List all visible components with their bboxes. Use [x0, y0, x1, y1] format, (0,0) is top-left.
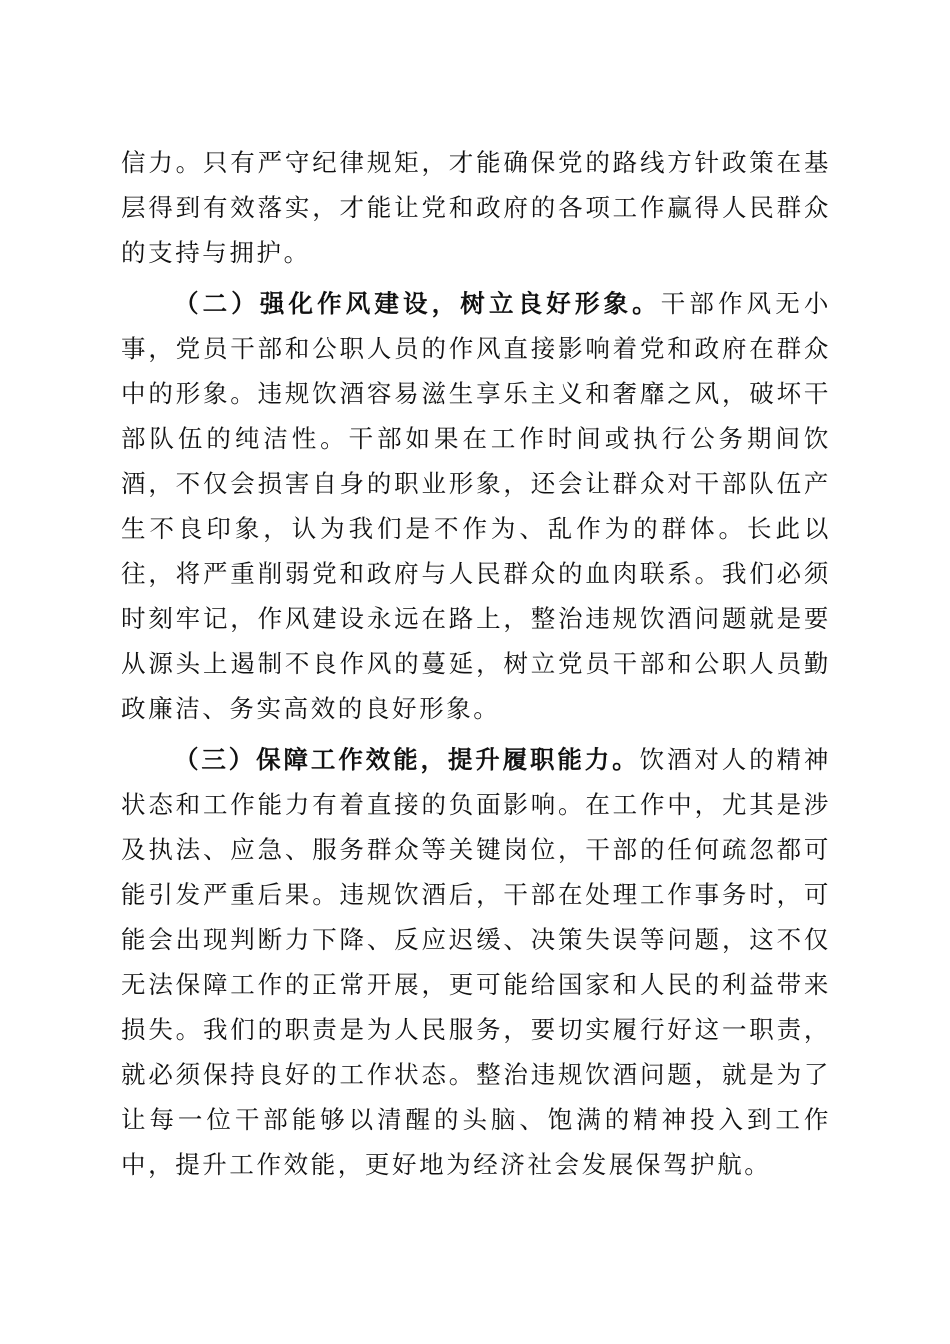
- section-3-paragraph: [121, 737, 831, 1187]
- section-2-body: 干部作风无小事，党员干部和公职人员的作风直接影响着党和政府在群众中的形象。违规饮酒容易滋生享乐主义和奢靡之风，破坏干部队伍的纯洁性。干部如果在工作时间或执行公务期间饮酒，不仅会损害自身的职业形象，还会让群众对干部队伍产生不良印象，认为我们是不作为、乱作为的群体。长此以往，将严重削弱党和政府与人民群众的血肉联系。我们必须时刻牢记，作风建设永远在路上，整治违规饮酒问题就是要从源头上遏制不良作风的蔓延，树立党员干部和公职人员勤政廉洁、务实高效的良好形象。: [121, 289, 831, 723]
- section-2-paragraph: [121, 281, 831, 731]
- section-3-heading: （三）保障工作效能，提升履职能力。: [174, 745, 640, 774]
- paragraph-continued: [121, 140, 831, 275]
- section-3-body: 饮酒对人的精神状态和工作能力有着直接的负面影响。在工作中，尤其是涉及执法、应急、服务群众等关键岗位，干部的任何疏忽都可能引发严重后果。违规饮酒后，干部在处理工作事务时，可能会出现判断力下降、反应迟缓、决策失误等问题，这不仅无法保障工作的正常开展，更可能给国家和人民的利益带来损失。我们的职责是为人民服务，要切实履行好这一职责，就必须保持良好的工作状态。整治违规饮酒问题，就是为了让每一位干部能够以清醒的头脑、饱满的精神投入到工作中，提升工作效能，更好地为经济社会发展保驾护航。: [121, 745, 831, 1179]
- document-body: [121, 140, 831, 1187]
- paragraph-continued-text: 信力。只有严守纪律规矩，才能确保党的路线方针政策在基层得到有效落实，才能让党和政府的各项工作赢得人民群众的支持与拥护。: [121, 148, 831, 267]
- section-2-heading: （二）强化作风建设，树立良好形象。: [174, 289, 661, 318]
